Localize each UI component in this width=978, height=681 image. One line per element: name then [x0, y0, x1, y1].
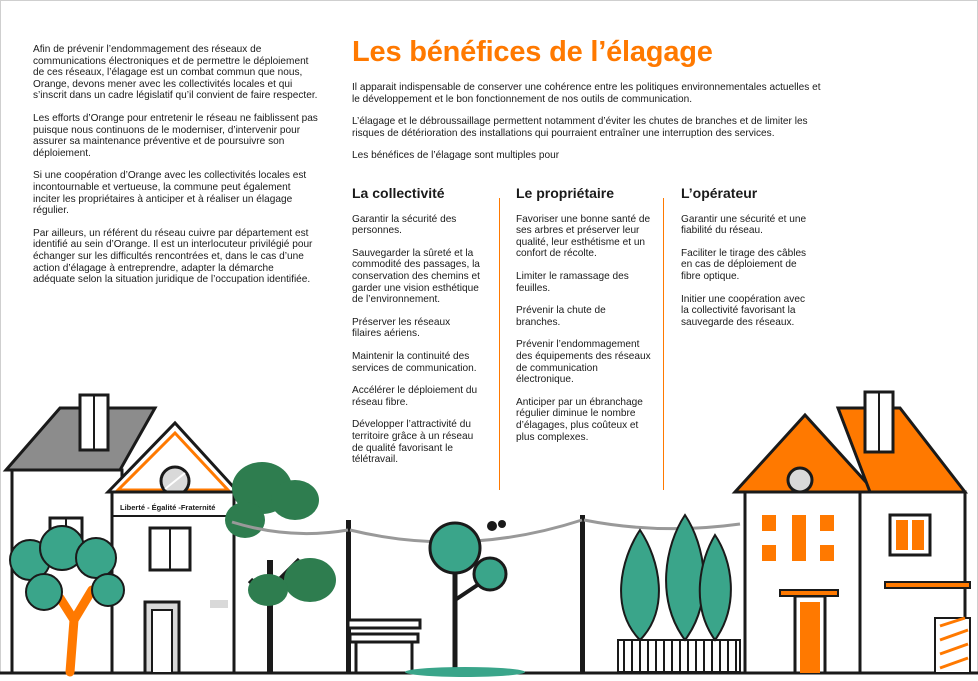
left-paragraph-2: Les efforts d’Orange pour entretenir le réseau ne faiblissent pas puisque nous continuons de le moderniser, d’intervenir pour assurer sa maintenance préventive et de poursuivre son déploiement. — [33, 112, 318, 159]
benefit-item: Favoriser une bonne santé de ses arbres et préserver leur qualité, leur esthétisme et un confort de récolte. — [516, 213, 651, 260]
benefit-item: Initier une coopération avec la collectivité favorisant la sauvegarde des réseaux. — [681, 293, 806, 328]
column-heading-proprietaire: Le propriétaire — [516, 185, 615, 201]
tree-illustration — [225, 462, 336, 672]
left-paragraph-4: Par ailleurs, un référent du réseau cuivre par département est identifié au sein d’Orange. Il est un interlocuteur privilégié pour échanger sur les difficultés rencontrées et, dans le cas d’une action d’élagage à entreprendre, adapter la démarche adéquate selon la situation juridique de l’occupation identifiée. — [33, 227, 313, 286]
benefit-item: Développer l’attractivité du territoire grâce à un réseau de qualité favorisant le télétravail. — [352, 419, 474, 466]
benefit-item: Maintenir la continuité des services de communication. — [352, 350, 477, 374]
mairie-motto: Liberté - Égalité -Fraternité — [120, 503, 216, 512]
benefit-item: Préserver les réseaux filaires aériens. — [352, 316, 451, 340]
intro-paragraph-3: Les bénéfices de l’élagage sont multiples pour — [352, 150, 560, 162]
benefit-item: Prévenir l’endommagement des équipements des réseaux de communication électronique. — [516, 339, 651, 386]
benefit-item: Garantir la sécurité des personnes. — [352, 213, 457, 237]
benefit-item: Faciliter le tirage des câbles en cas de déploiement de fibre optique. — [681, 247, 807, 282]
column-heading-collectivite: La collectivité — [352, 185, 445, 201]
intro-text — [352, 82, 822, 173]
hedge-illustration — [618, 515, 740, 672]
benefit-item: Accélérer le déploiement du réseau fibre. — [352, 385, 478, 408]
benefit-item: Prévenir la chute de branches. — [516, 305, 606, 328]
page-title: Les bénéfices de l’élagage — [352, 36, 713, 68]
intro-paragraph-2: L’élagage et le débroussaillage permettent notamment d’éviter les chutes de branches et de limiter les risques de détérioration des installations qui pourraient entraîner une interruption des services. — [352, 116, 808, 139]
town-hall-illustration — [6, 395, 238, 673]
benefit-item: Sauvegarder la sûreté et la commodité des passages, la conservation des chemins et garder une vision esthétique de l’environnement. — [352, 247, 480, 306]
column-heading-operateur: L’opérateur — [681, 185, 758, 201]
benefit-item: Anticiper par un ébranchage régulier diminue le nombre d’élagages, plus coûteux et plus complexes. — [516, 396, 643, 443]
street-illustration — [0, 370, 978, 681]
column-operateur — [681, 185, 811, 339]
benefit-item: Garantir une sécurité et une fiabilité du réseau. — [681, 213, 807, 237]
left-column — [33, 44, 318, 297]
left-paragraph-3: Si une coopération d’Orange avec les collectivités locales est incontournable et vertueuse, la commune peut également inciter les propriétaires à anticiper et à réaliser un élagage régulier. — [33, 170, 307, 217]
bench-illustration — [348, 620, 420, 672]
benefit-item: Limiter le ramassage des feuilles. — [516, 270, 629, 294]
tree-illustration — [405, 523, 525, 677]
house-illustration — [735, 392, 970, 673]
left-paragraph-1: Afin de prévenir l’endommagement des réseaux de communications électroniques et de permettre le déploiement de ces réseaux, l’élagage est un combat commun que nous, Orange, devons mener avec les collectivités locales et qui s’inscrit dans un cadre législatif qu’il convient de faire respecter. — [33, 44, 318, 102]
intro-paragraph-1: Il apparait indispensable de conserver une cohérence entre les politiques environnementales actuelles et le développement et le bon fonctionnement de nos outils de communication. — [352, 82, 821, 105]
